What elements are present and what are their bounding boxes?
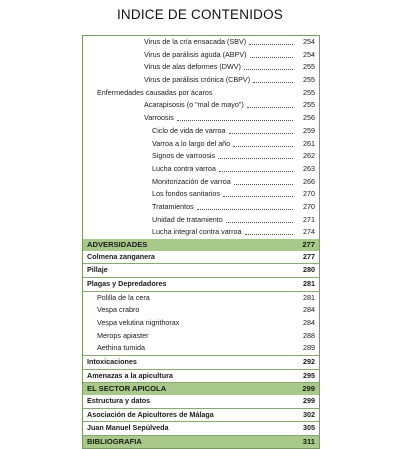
toc-entry-row[interactable] <box>83 87 319 100</box>
toc-entry-row[interactable] <box>83 251 319 265</box>
toc-entry-label: Aethina tumida <box>97 342 147 355</box>
toc-page-number: 311 <box>302 437 315 447</box>
toc-entry-label: Juan Manuel Sepúlveda <box>87 422 170 435</box>
toc-section-row[interactable] <box>83 239 319 251</box>
dot-leader <box>245 234 293 235</box>
dot-leader <box>253 82 293 83</box>
toc-page-number: 299 <box>303 396 315 406</box>
toc-entry-label: Plagas y Depredadores <box>87 278 169 291</box>
toc-page-number: 255 <box>303 75 315 85</box>
dot-leader <box>218 158 293 159</box>
toc-page-number: 255 <box>303 87 315 97</box>
toc-page-number: 302 <box>303 409 315 419</box>
toc-entry-label: Estructura y datos <box>87 395 152 408</box>
toc-entry-row[interactable] <box>83 163 319 176</box>
dot-leader <box>250 57 293 58</box>
dot-leader <box>247 107 293 108</box>
toc-page-number: 259 <box>303 125 315 135</box>
toc-entry-label: Enfermedades causadas por ácaros <box>97 87 214 100</box>
toc-entry-label: Virus de alas deformes (DWV) <box>144 61 243 74</box>
toc-entry-row[interactable] <box>83 226 319 239</box>
toc-entry-row[interactable] <box>83 395 319 409</box>
toc-page-number: 263 <box>303 163 315 173</box>
toc-page-number: 284 <box>303 305 315 315</box>
toc-page-number: 254 <box>303 37 315 46</box>
toc-entry-label: Signos de varroosis <box>152 150 217 163</box>
toc-page-number: 299 <box>302 384 315 394</box>
toc-entry-row[interactable] <box>83 112 319 125</box>
toc-entry-label: Lucha contra varroa <box>152 163 218 176</box>
toc-entry-label: Ciclo de vida de varroa <box>152 125 228 138</box>
toc-section-row[interactable] <box>83 383 319 395</box>
toc-entry-label: Virus de parálisis crónica (CBPV) <box>144 74 252 87</box>
dot-leader <box>244 69 293 70</box>
toc-entry-row[interactable] <box>83 36 319 49</box>
toc-page-number: 255 <box>303 100 315 110</box>
toc-entry-row[interactable] <box>83 201 319 214</box>
toc-page-number: 295 <box>303 370 315 380</box>
toc-page-number: 270 <box>303 189 315 199</box>
toc-page-number: 256 <box>303 113 315 123</box>
toc-entry-label: Virus de parálisis aguda (ABPV) <box>144 49 249 62</box>
toc-entry-row[interactable] <box>83 150 319 163</box>
toc-page-number: 266 <box>303 176 315 186</box>
toc-page-number: 261 <box>303 138 315 148</box>
toc-page-number: 274 <box>303 227 315 237</box>
toc-entry-row[interactable] <box>83 292 319 305</box>
toc-entry-row[interactable] <box>83 176 319 189</box>
toc-page-number: 288 <box>303 330 315 340</box>
toc-entry-label: Acarapisosis (o "mal de mayo") <box>144 99 246 112</box>
toc-entry-row[interactable] <box>83 74 319 87</box>
toc-entry-row[interactable] <box>83 356 319 370</box>
table-of-contents <box>82 35 320 449</box>
toc-entry-label: Tratamientos <box>152 201 196 214</box>
toc-page-number: 277 <box>302 240 315 249</box>
toc-page-number: 280 <box>303 265 315 275</box>
toc-entry-label: Unidad de tratamiento <box>152 214 225 227</box>
toc-entry-row[interactable] <box>83 330 319 343</box>
dot-leader <box>234 184 293 185</box>
toc-entry-row[interactable] <box>83 264 319 278</box>
dot-leader <box>233 146 293 147</box>
toc-page-number: 281 <box>303 292 315 302</box>
toc-entry-row[interactable] <box>83 61 319 74</box>
toc-entry-label: Varroosis <box>144 112 176 125</box>
dot-leader <box>223 196 293 197</box>
toc-entry-label: Monitorización de varroa <box>152 176 233 189</box>
toc-page-number: 262 <box>303 151 315 161</box>
toc-page-number: 270 <box>303 201 315 211</box>
toc-entry-row[interactable] <box>83 304 319 317</box>
toc-page-number: 254 <box>303 49 315 59</box>
toc-entry-label: ADVERSIDADES <box>87 240 148 249</box>
toc-entry-row[interactable] <box>83 370 319 384</box>
toc-entry-row[interactable] <box>83 188 319 201</box>
toc-entry-label: Los fondos sanitarios <box>152 188 222 201</box>
toc-entry-label: Polilla de la cera <box>97 292 152 305</box>
toc-entry-row[interactable] <box>83 99 319 112</box>
toc-entry-label: Amenazas a la apicultura <box>87 370 175 383</box>
toc-entry-row[interactable] <box>83 49 319 62</box>
toc-entry-label: Pillaje <box>87 264 110 277</box>
toc-entry-label: Colmena zanganera <box>87 251 157 264</box>
toc-entry-row[interactable] <box>83 409 319 423</box>
toc-entry-label: Merops apiaster <box>97 330 151 343</box>
toc-page-number: 255 <box>303 62 315 72</box>
toc-page-number: 271 <box>303 214 315 224</box>
toc-page-number: 305 <box>303 423 315 433</box>
toc-entry-row[interactable] <box>83 138 319 151</box>
toc-entry-label: Virus de la cría ensacada (SBV) <box>144 36 248 49</box>
dot-leader <box>219 171 293 172</box>
dot-leader <box>226 222 293 223</box>
toc-entry-label: BIBLIOGRAFIA <box>87 437 142 447</box>
dot-leader <box>197 209 293 210</box>
dot-leader <box>229 133 293 134</box>
toc-section-row[interactable] <box>83 436 319 448</box>
toc-entry-row[interactable] <box>83 342 319 356</box>
toc-page-number: 277 <box>303 251 315 261</box>
toc-entry-label: Vespa crabro <box>97 304 141 317</box>
toc-entry-label: Lucha integral contra varroa <box>152 226 244 239</box>
toc-entry-row[interactable] <box>83 317 319 330</box>
dot-leader <box>249 44 293 45</box>
toc-entry-label: Intoxicaciones <box>87 356 139 369</box>
toc-entry-label: Asociación de Apicultores de Málaga <box>87 409 216 422</box>
toc-entry-row[interactable] <box>83 278 319 292</box>
toc-entry-label: Varroa a lo largo del año <box>152 138 232 151</box>
toc-page-number: 292 <box>303 357 315 367</box>
page-title: INDICE DE CONTENIDOS <box>116 7 283 22</box>
toc-entry-row[interactable] <box>83 125 319 138</box>
toc-entry-row[interactable] <box>83 422 319 436</box>
dot-leader <box>177 120 293 121</box>
toc-page-number: 284 <box>303 318 315 328</box>
toc-entry-row[interactable] <box>83 214 319 227</box>
toc-page-number: 289 <box>303 343 315 353</box>
toc-entry-label: EL SECTOR APICOLA <box>87 384 167 394</box>
toc-entry-label: Vespa velutina nigrithorax <box>97 317 181 330</box>
toc-page-number: 281 <box>303 278 315 288</box>
